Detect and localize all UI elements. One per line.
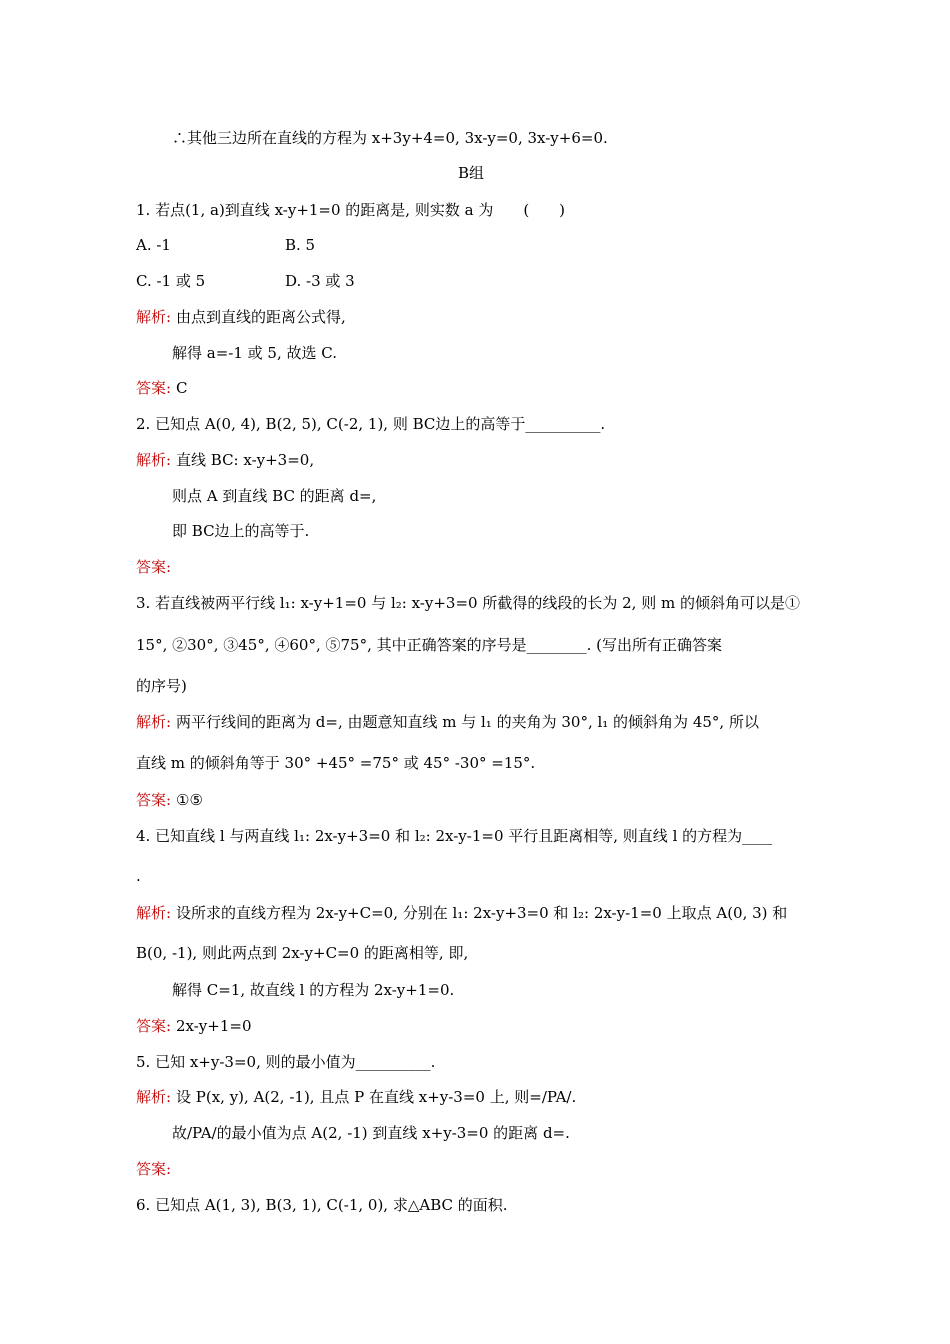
analysis-text: 两平行线间的距离为 d=, 由题意知直线 m 与 l₁ 的夹角为 30°, l₁ 的倾斜角为 45°, 所以 xyxy=(176,713,759,731)
answer-label: 答案: xyxy=(136,379,172,397)
question-5: 5. 已知 x+y-3=0, 则的最小值为__________. xyxy=(136,1053,436,1071)
analysis-label: 解析: xyxy=(136,451,172,469)
option-c: C. -1 或 5 xyxy=(136,272,206,290)
analysis-text: 故/PA/的最小值为点 A(2, -1) 到直线 x+y-3=0 的距离 d=. xyxy=(172,1124,570,1142)
analysis-label: 解析: xyxy=(136,904,172,922)
option-b: B. 5 xyxy=(285,236,316,254)
analysis-label: 解析: xyxy=(136,713,172,731)
option-d: D. -3 或 3 xyxy=(285,272,355,290)
answer-text: 2x-y+1=0 xyxy=(176,1017,252,1035)
question-3-cont: 15°, ②30°, ③45°, ④60°, ⑤75°, 其中正确答案的序号是________. (写出所有正确答案 xyxy=(136,636,723,654)
answer-text: C xyxy=(176,379,188,397)
question-3: 3. 若直线被两平行线 l₁: x-y+1=0 与 l₂: x-y+3=0 所截得的线段的长为 2, 则 m 的倾斜角可以是① xyxy=(136,594,800,612)
question-1: 1. 若点(1, a)到直线 x-y+1=0 的距离是, 则实数 a 为 ( ) xyxy=(136,201,566,219)
analysis-text: 由点到直线的距离公式得, xyxy=(176,308,346,326)
answer-label: 答案: xyxy=(136,791,172,809)
analysis-text: 直线 BC: x-y+3=0, xyxy=(176,451,315,469)
option-a: A. -1 xyxy=(136,236,171,254)
analysis-text: B(0, -1), 则此两点到 2x-y+C=0 的距离相等, 即, xyxy=(136,944,469,962)
answer-label: 答案: xyxy=(136,558,172,576)
analysis-text: 解得 a=-1 或 5, 故选 C. xyxy=(172,344,337,362)
analysis-text: 解得 C=1, 故直线 l 的方程为 2x-y+1=0. xyxy=(172,981,455,999)
question-6: 6. 已知点 A(1, 3), B(3, 1), C(-1, 0), 求△ABC 的面积. xyxy=(136,1196,508,1214)
answer-label: 答案: xyxy=(136,1017,172,1035)
analysis-label: 解析: xyxy=(136,1088,172,1106)
question-2: 2. 已知点 A(0, 4), B(2, 5), C(-2, 1), 则 BC边上的高等于__________. xyxy=(136,415,606,433)
section-heading: B组 xyxy=(458,164,485,182)
answer-label: 答案: xyxy=(136,1160,172,1178)
text-line: ∴其他三边所在直线的方程为 x+3y+4=0, 3x-y=0, 3x-y+6=0. xyxy=(172,129,608,147)
analysis-text: 设所求的直线方程为 2x-y+C=0, 分别在 l₁: 2x-y+3=0 和 l₂: 2x-y-1=0 上取点 A(0, 3) 和 xyxy=(176,904,788,922)
question-4: 4. 已知直线 l 与两直线 l₁: 2x-y+3=0 和 l₂: 2x-y-1=0 平行且距离相等, 则直线 l 的方程为____ xyxy=(136,827,773,845)
analysis-text: 则点 A 到直线 BC 的距离 d=, xyxy=(172,487,377,505)
analysis-text: 设 P(x, y), A(2, -1), 且点 P 在直线 x+y-3=0 上, 则=/PA/. xyxy=(176,1088,577,1106)
question-3-cont: 的序号) xyxy=(136,677,187,695)
analysis-text: 即 BC边上的高等于. xyxy=(172,522,310,540)
answer-text: ①⑤ xyxy=(176,791,203,809)
analysis-text: 直线 m 的倾斜角等于 30° +45° =75° 或 45° -30° =15°. xyxy=(136,754,536,772)
analysis-label: 解析: xyxy=(136,308,172,326)
question-4-cont: . xyxy=(136,867,141,885)
